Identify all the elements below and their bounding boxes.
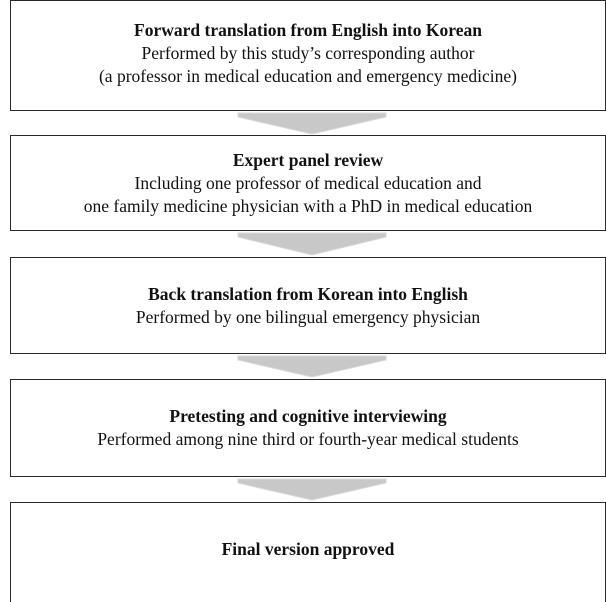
step-title: Forward translation from English into Korean [134, 20, 482, 40]
step-box-back-translation [10, 257, 606, 354]
step-detail: Performed by this study’s corresponding author [141, 43, 475, 63]
step-detail: Performed among nine third or fourth-year medical students [97, 429, 519, 449]
step-detail: (a professor in medical education and emergency medicine) [98, 66, 518, 86]
down-arrow-icon [232, 232, 392, 257]
step-title: Expert panel review [232, 149, 384, 170]
down-arrow-icon [232, 112, 392, 136]
down-arrow-icon [232, 478, 392, 502]
step-box-expert-panel-review [10, 135, 606, 231]
step-detail: Performed by one bilingual emergency physician [135, 306, 481, 327]
step-title: Pretesting and cognitive interviewing [169, 406, 447, 426]
step-box-forward-translation [10, 0, 606, 111]
step-title: Final version approved [221, 539, 395, 559]
down-arrow-icon [232, 355, 392, 379]
step-detail: one family medicine physician with a PhD in medical education [83, 195, 533, 216]
step-box-final-version [10, 502, 606, 602]
step-title: Back translation from Korean into English [148, 283, 468, 304]
step-box-pretesting [10, 379, 606, 477]
step-detail: Including one professor of medical education and [134, 172, 482, 193]
